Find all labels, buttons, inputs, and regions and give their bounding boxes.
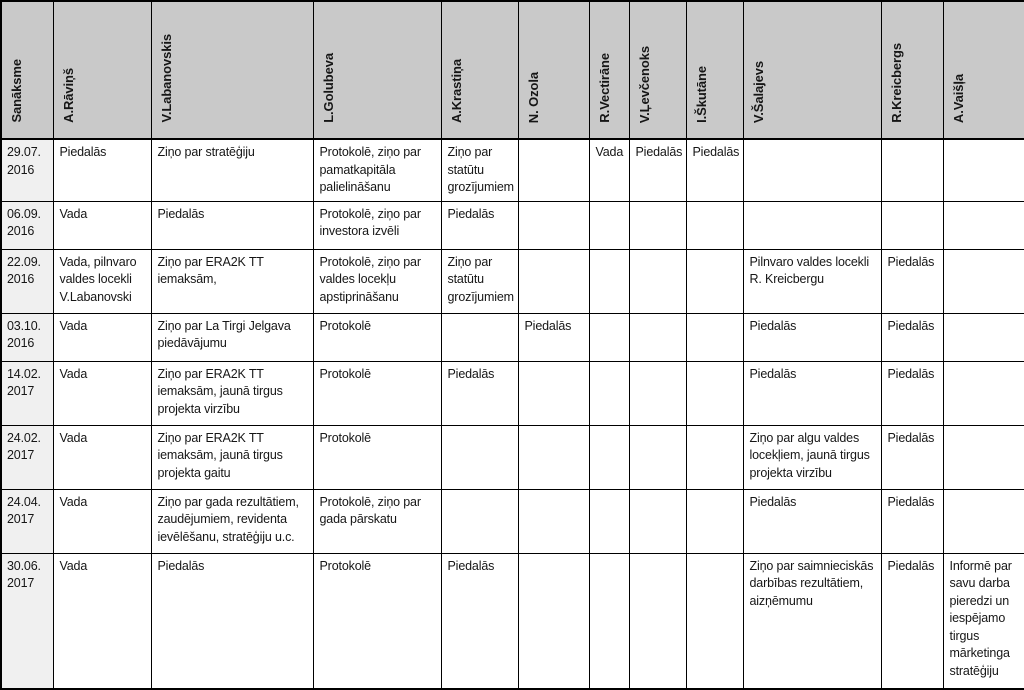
meeting-date-cell: 24.02. 2017 — [1, 425, 53, 489]
attendance-cell — [743, 139, 881, 201]
attendance-cell: Piedalās — [441, 361, 518, 425]
column-header-label: A.Krastiņa — [448, 58, 464, 123]
attendance-cell — [686, 249, 743, 313]
column-header-11 — [943, 1, 1024, 139]
table-header — [1, 1, 1024, 139]
attendance-cell: Piedalās — [743, 313, 881, 361]
table-row — [1, 553, 1024, 689]
attendance-cell: Piedalās — [441, 553, 518, 689]
meeting-date-cell: 06.09. 2016 — [1, 201, 53, 249]
attendance-cell: Vada — [53, 313, 151, 361]
attendance-cell: Protokolē, ziņo par gada pārskatu — [313, 489, 441, 553]
column-header-3 — [313, 1, 441, 139]
table-row — [1, 201, 1024, 249]
attendance-cell — [943, 313, 1024, 361]
attendance-cell — [441, 425, 518, 489]
attendance-cell: Piedalās — [881, 313, 943, 361]
column-header-label: R.Kreicbergs — [888, 43, 904, 123]
meeting-date-cell: 22.09. 2016 — [1, 249, 53, 313]
attendance-cell: Piedalās — [881, 249, 943, 313]
meeting-date-cell: 14.02. 2017 — [1, 361, 53, 425]
attendance-cell: Protokolē, ziņo par pamatkapitāla palielināšanu — [313, 139, 441, 201]
attendance-cell: Ziņo par statūtu grozījumiem — [441, 249, 518, 313]
attendance-cell — [629, 489, 686, 553]
attendance-cell: Protokolē — [313, 361, 441, 425]
column-header-4 — [441, 1, 518, 139]
attendance-cell — [518, 139, 589, 201]
attendance-cell — [629, 361, 686, 425]
attendance-cell: Piedalās — [881, 553, 943, 689]
attendance-cell — [686, 489, 743, 553]
attendance-cell — [686, 361, 743, 425]
table-row — [1, 249, 1024, 313]
attendance-cell: Ziņo par ERA2K TT iemaksām, — [151, 249, 313, 313]
attendance-cell: Ziņo par stratēģiju — [151, 139, 313, 201]
attendance-cell: Ziņo par gada rezultātiem, zaudējumiem, revidenta ievēlēšanu, stratēģiju u.c. — [151, 489, 313, 553]
attendance-cell — [686, 425, 743, 489]
attendance-cell: Vada — [53, 201, 151, 249]
meeting-date-cell: 29.07. 2016 — [1, 139, 53, 201]
attendance-cell: Protokolē, ziņo par valdes locekļu apstiprināšanu — [313, 249, 441, 313]
attendance-cell — [943, 139, 1024, 201]
attendance-cell: Piedalās — [629, 139, 686, 201]
attendance-cell: Protokolē, ziņo par investora izvēli — [313, 201, 441, 249]
attendance-cell — [589, 361, 629, 425]
meeting-date-cell: 03.10. 2016 — [1, 313, 53, 361]
attendance-cell — [589, 249, 629, 313]
attendance-cell: Piedalās — [743, 361, 881, 425]
attendance-cell: Piedalās — [881, 425, 943, 489]
attendance-cell: Protokolē — [313, 313, 441, 361]
table-row — [1, 489, 1024, 553]
attendance-cell: Pilnvaro valdes locekli R. Kreicbergu — [743, 249, 881, 313]
attendance-cell — [881, 201, 943, 249]
table-body — [1, 139, 1024, 689]
attendance-cell — [589, 201, 629, 249]
attendance-cell: Piedalās — [441, 201, 518, 249]
meeting-date-cell: 30.06. 2017 — [1, 553, 53, 689]
column-header-6 — [589, 1, 629, 139]
attendance-cell: Piedalās — [151, 201, 313, 249]
column-header-10 — [881, 1, 943, 139]
attendance-cell: Vada — [53, 425, 151, 489]
attendance-cell — [629, 249, 686, 313]
attendance-cell — [518, 361, 589, 425]
attendance-cell — [589, 489, 629, 553]
attendance-cell — [518, 425, 589, 489]
attendance-cell — [518, 201, 589, 249]
attendance-cell: Ziņo par saimnieciskās darbības rezultātiem, aizņēmumu — [743, 553, 881, 689]
attendance-cell: Protokolē — [313, 553, 441, 689]
attendance-cell — [686, 313, 743, 361]
attendance-cell — [518, 489, 589, 553]
attendance-cell: Piedalās — [518, 313, 589, 361]
attendance-cell: Piedalās — [881, 361, 943, 425]
column-header-label: V.Ļevčenoks — [636, 45, 652, 123]
attendance-cell — [686, 553, 743, 689]
attendance-cell: Ziņo par La Tirgi Jelgava piedāvājumu — [151, 313, 313, 361]
attendance-cell: Piedalās — [686, 139, 743, 201]
attendance-cell: Piedalās — [151, 553, 313, 689]
attendance-cell — [943, 361, 1024, 425]
column-header-0 — [1, 1, 53, 139]
column-header-label: I.Škutāne — [693, 66, 709, 123]
column-header-label: L.Golubeva — [320, 53, 336, 123]
attendance-cell — [943, 201, 1024, 249]
attendance-cell: Informē par savu darba pieredzi un iespējamo tirgus mārketinga stratēģiju — [943, 553, 1024, 689]
attendance-cell — [441, 489, 518, 553]
column-header-2 — [151, 1, 313, 139]
attendance-cell: Vada — [53, 553, 151, 689]
attendance-cell — [629, 201, 686, 249]
column-header-1 — [53, 1, 151, 139]
attendance-cell — [743, 201, 881, 249]
attendance-cell: Vada, pilnvaro valdes locekli V.Labanovski — [53, 249, 151, 313]
column-header-label: Sanāksme — [9, 59, 24, 123]
attendance-cell — [589, 425, 629, 489]
attendance-cell: Ziņo par algu valdes locekļiem, jaunā tirgus projekta virzību — [743, 425, 881, 489]
attendance-cell — [629, 425, 686, 489]
table-row — [1, 139, 1024, 201]
attendance-cell — [629, 553, 686, 689]
column-header-7 — [629, 1, 686, 139]
column-header-5 — [518, 1, 589, 139]
attendance-cell: Vada — [53, 489, 151, 553]
attendance-cell: Vada — [53, 361, 151, 425]
attendance-cell — [629, 313, 686, 361]
attendance-cell — [589, 553, 629, 689]
attendance-cell: Ziņo par statūtu grozījumiem — [441, 139, 518, 201]
column-header-label: A.Vaišļa — [950, 73, 966, 123]
attendance-cell: Vada — [589, 139, 629, 201]
table-row — [1, 425, 1024, 489]
attendance-cell — [943, 249, 1024, 313]
attendance-cell: Piedalās — [53, 139, 151, 201]
column-header-9 — [743, 1, 881, 139]
attendance-cell: Ziņo par ERA2K TT iemaksām, jaunā tirgus projekta virzību — [151, 361, 313, 425]
attendance-cell — [881, 139, 943, 201]
meeting-date-cell: 24.04. 2017 — [1, 489, 53, 553]
attendance-cell — [686, 201, 743, 249]
attendance-cell — [589, 313, 629, 361]
column-header-label: V.Labanovskis — [158, 34, 174, 123]
column-header-8 — [686, 1, 743, 139]
attendance-cell: Piedalās — [881, 489, 943, 553]
attendance-cell — [518, 249, 589, 313]
table-row — [1, 313, 1024, 361]
column-header-label: V.Šalajevs — [750, 60, 766, 123]
attendance-cell — [943, 425, 1024, 489]
attendance-cell: Protokolē — [313, 425, 441, 489]
attendance-cell — [943, 489, 1024, 553]
table-row — [1, 361, 1024, 425]
header-row — [1, 1, 1024, 139]
attendance-cell — [441, 313, 518, 361]
attendance-cell: Piedalās — [743, 489, 881, 553]
column-header-label: A.Rāviņš — [60, 68, 76, 123]
column-header-label: R.Vectirāne — [596, 53, 612, 123]
column-header-label: N. Ozola — [525, 71, 541, 123]
attendance-cell: Ziņo par ERA2K TT iemaksām, jaunā tirgus projekta gaitu — [151, 425, 313, 489]
attendance-cell — [518, 553, 589, 689]
